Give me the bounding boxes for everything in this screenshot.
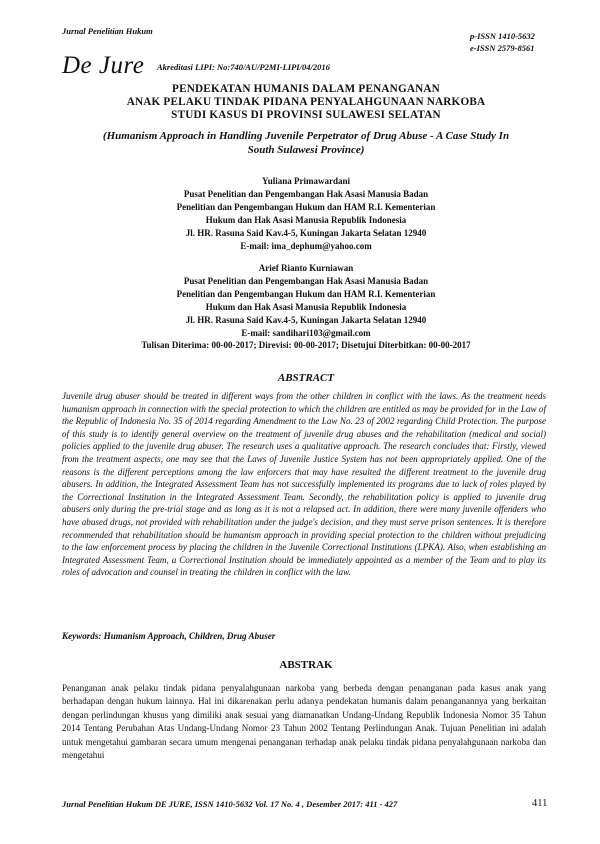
e-issn: e-ISSN 2579-8561	[470, 43, 535, 53]
journal-logo: De Jure	[62, 52, 145, 79]
title-line: STUDI KASUS DI PROVINSI SULAWESI SELATAN	[171, 109, 441, 121]
title-line: ANAK PELAKU TINDAK PIDANA PENYALAHGUNAAN NARKOBA	[126, 96, 486, 108]
article-subtitle	[62, 129, 550, 157]
abstract-heading: ABSTRACT	[277, 372, 335, 384]
subtitle-line: South Sulawesi Province)	[247, 144, 365, 156]
author-1	[62, 175, 550, 253]
affiliation-line: Hukum dan Hak Asasi Manusia Republik Indonesia	[205, 302, 407, 312]
article-title	[62, 83, 550, 122]
abstrak-heading: ABSTRAK	[279, 659, 333, 671]
author-name: Arief Rianto Kurniawan	[258, 263, 354, 273]
author-email[interactable]: E-mail: sandihari103@gmail.com	[241, 328, 371, 338]
affiliation-line: Pusat Penelitian dan Pengembangan Hak Asasi Manusia Badan	[183, 189, 429, 199]
abstract-body: Juvenile drug abuser should be treated in different ways from the other children in conflict with the laws. As the treatment needs humanism approach in connection with the special protection to which the children are entitled as may be provided for in the Law of the Republic of Indonesia No. 35 of 2014 regarding Amendment to the Law No. 23 of 2002 regarding Child Protection. The purpose of this study is to identify general overview on the treatment of juvenile drug abuses and the rehabilitation (medical and social) policies applied to the juvenile drug abuser. The research uses a qualitative approach. The research concludes that: Firstly, viewed from the treatment aspects, one may see that the Laws of Juvenile Justice System has not been appropriately applied. One of the reasons is the different perceptions among the law enforcers that may have resulted the different treatment to the juvenile drug abusers. In addition, the Integrated Assessment Team has not successfully implemented its programs due to lack of roles played by the Correctional Institution in the Integrated Assessment Team. Secondly, the rehabilitation policy is applied to juvenile drug abusers only during the pre-trial stage and as long as it is not a relapsed act. In addition, there were many juvenile offenders who have abused drugs, not provided with rehabilitation under the judge's decision, and they must serve prison sentences. It is therefore recommended that rehabilitation should be humanism approach in providing special protection to the children without prejudicing to the law enforcement process by placing the children in the Juvenile Correctional Institutions (LPKA). Also, when establishing an Integrated Assessment Team, a Correctional Institution should be immediately appointed as a member of the Team and to play its roles of advocation and counsel in treating the children in conflict with the law.	[62, 391, 546, 578]
keywords: Keywords: Humanism Approach, Children, Drug Abuser	[62, 631, 276, 641]
title-line: PENDEKATAN HUMANIS DALAM PENANGANAN	[172, 83, 440, 95]
author-2	[62, 262, 550, 340]
affiliation-line: Penelitian dan Pengembangan Hukum dan HAM R.I. Kementerian	[176, 289, 436, 299]
submission-dates: Tulisan Diterima: 00-00-2017; Direvisi: 00-00-2017; Disetujui Diterbitkan: 00-00-2017	[141, 340, 471, 350]
footer-citation: Jurnal Penelitian Hukum DE JURE, ISSN 1410-5632 Vol. 17 No. 4 , Desember 2017: 411 - 427	[62, 799, 398, 809]
affiliation-line: Jl. HR. Rasuna Said Kav.4-5, Kuningan Jakarta Selatan 12940	[185, 315, 427, 325]
subtitle-line: (Humanism Approach in Handling Juvenile Perpetrator of Drug Abuse - A Case Study In	[102, 130, 510, 142]
p-issn: p-ISSN 1410-5632	[470, 31, 535, 41]
affiliation-line: Hukum dan Hak Asasi Manusia Republik Indonesia	[205, 215, 407, 225]
author-email[interactable]: E-mail: ima_dephum@yahoo.com	[240, 241, 372, 251]
affiliation-line: Jl. HR. Rasuna Said Kav.4-5, Kuningan Jakarta Selatan 12940	[185, 228, 427, 238]
accreditation: Akreditasi LIPI: No:740/AU/P2MI-LIPI/04/2016	[157, 62, 330, 72]
page-number: 411	[532, 798, 548, 809]
journal-name: Jurnal Penelitian Hukum	[62, 26, 153, 36]
abstrak-body: Penanganan anak pelaku tindak pidana penyalahgunaan narkoba yang berbeda dengan penanganan pada kasus anak yang berhadapan dengan hukum lainnya. Hal ini dikarenakan perlu adanya pendekatan humanis dalam penanganannya yang berkaitan dengan perlindungan khusus yang dimiliki anak sesuai yang diamanatkan Undang-Undang Republik Indonesia Nomor 35 Tahun 2014 Tentang Perubahan Atas Undang-Undang Nomor 23 Tahun 2002 Tentang Perlindungan Anak. Tujuan Penelitian ini adalah untuk mengetahui gambaran secara umum mengenai penanganan terhadap anak pelaku tindak pidana penyalahgunaan narkoba dan mengetahui	[62, 683, 546, 761]
author-name: Yuliana Primawardani	[262, 176, 350, 186]
affiliation-line: Penelitian dan Pengembangan Hukum dan HAM R.I. Kementerian	[176, 202, 436, 212]
affiliation-line: Pusat Penelitian dan Pengembangan Hak Asasi Manusia Badan	[183, 276, 429, 286]
